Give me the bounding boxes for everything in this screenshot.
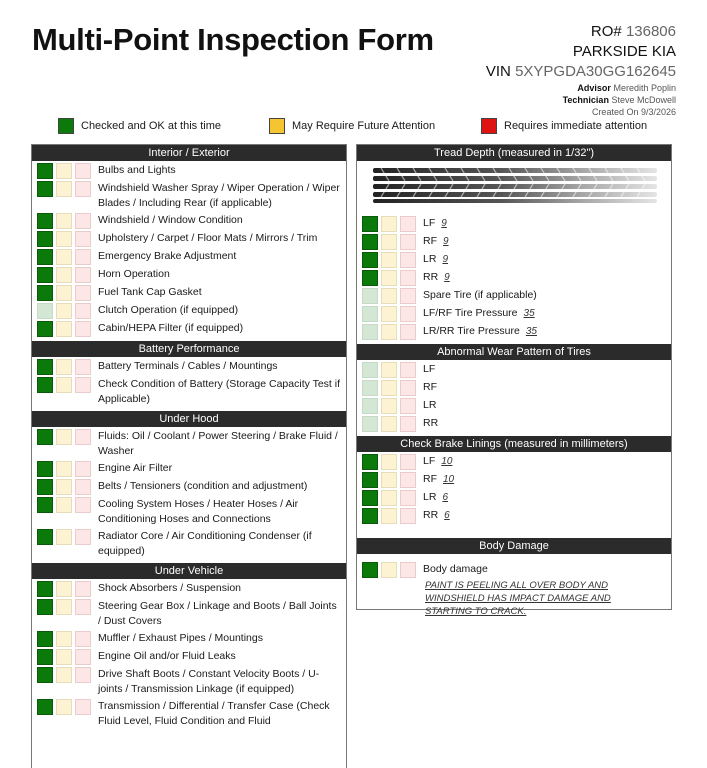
future-checkbox[interactable] (56, 377, 72, 393)
inspection-row (357, 378, 671, 396)
inspection-row (32, 427, 346, 459)
inspection-row (357, 304, 671, 322)
inspection-item-label: Muffler / Exhaust Pipes / Mountings (98, 632, 263, 644)
future-checkbox[interactable] (56, 213, 72, 229)
immediate-checkbox[interactable] (400, 508, 416, 524)
inspection-row (32, 647, 346, 665)
ok-checkbox[interactable] (362, 508, 378, 524)
ok-checkbox[interactable] (37, 359, 53, 375)
ok-checkbox[interactable] (37, 231, 53, 247)
ok-checkbox[interactable] (37, 649, 53, 665)
ok-checkbox[interactable] (37, 249, 53, 265)
inspection-row (357, 452, 671, 470)
future-checkbox[interactable] (381, 398, 397, 414)
tire-tread-image (371, 165, 671, 210)
ok-checkbox[interactable] (37, 267, 53, 283)
inspection-row (357, 214, 671, 232)
immediate-checkbox[interactable] (75, 581, 91, 597)
inspection-row (32, 477, 346, 495)
legend-immediate: Requires immediate attention (481, 118, 647, 134)
inspection-item-label: Clutch Operation (if equipped) (98, 304, 239, 316)
inspection-row (32, 161, 346, 179)
ok-checkbox[interactable] (37, 377, 53, 393)
legend (58, 118, 658, 136)
legend-future: May Require Future Attention (269, 118, 435, 134)
section-header-wear: Abnormal Wear Pattern of Tires (357, 344, 671, 360)
future-checkbox[interactable] (381, 472, 397, 488)
immediate-checkbox[interactable] (75, 249, 91, 265)
future-checkbox[interactable] (56, 649, 72, 665)
immediate-checkbox[interactable] (400, 288, 416, 304)
inspection-row (357, 488, 671, 506)
ok-checkbox[interactable] (362, 490, 378, 506)
future-checkbox[interactable] (56, 461, 72, 477)
inspection-item-label: LF (423, 363, 436, 375)
ok-checkbox[interactable] (362, 252, 378, 268)
future-checkbox[interactable] (381, 490, 397, 506)
ok-checkbox[interactable] (37, 303, 53, 319)
inspection-item-label: Fuel Tank Cap Gasket (98, 286, 202, 298)
future-checkbox[interactable] (56, 181, 72, 197)
dealer-name: PARKSIDE KIA (572, 43, 676, 60)
inspection-item-label: Belts / Tensioners (condition and adjustment) (98, 480, 308, 492)
future-checkbox[interactable] (56, 249, 72, 265)
inspection-item-label: LF 9 (423, 217, 447, 229)
inspection-item-label: LF/RF Tire Pressure 35 (423, 307, 535, 319)
body-damage-note: PAINT IS PEELING ALL OVER BODY AND WINDSHIELD HAS IMPACT DAMAGE AND STARTING TO CRACK. (425, 580, 611, 617)
inspection-item-label: Radiator Core / Air Conditioning Condenser (if equipped) (98, 530, 312, 557)
ok-checkbox[interactable] (362, 234, 378, 250)
ok-checkbox[interactable] (362, 416, 378, 432)
immediate-checkbox[interactable] (400, 252, 416, 268)
inspection-row (32, 495, 346, 527)
inspection-item-label: Windshield Washer Spray / Wiper Operation / Wiper Blades / Including Rear (if applicable) (98, 182, 340, 209)
inspection-item-label: Engine Air Filter (98, 462, 173, 474)
measurement-value: 6 (442, 492, 448, 503)
inspection-row (32, 375, 346, 407)
future-checkbox[interactable] (56, 359, 72, 375)
inspection-row (32, 357, 346, 375)
immediate-checkbox[interactable] (75, 497, 91, 513)
immediate-checkbox[interactable] (400, 234, 416, 250)
inspection-row (32, 301, 346, 319)
section-header-tread: Tread Depth (measured in 1/32") (357, 145, 671, 161)
future-checkbox[interactable] (381, 234, 397, 250)
immediate-checkbox[interactable] (75, 631, 91, 647)
inspection-row (32, 283, 346, 301)
inspection-row (32, 579, 346, 597)
future-checkbox[interactable] (56, 267, 72, 283)
inspection-row (32, 247, 346, 265)
inspection-row (357, 250, 671, 268)
measurement-value: 9 (441, 218, 447, 229)
immediate-checkbox[interactable] (75, 667, 91, 683)
yellow-swatch (269, 118, 285, 134)
red-swatch (481, 118, 497, 134)
immediate-checkbox[interactable] (400, 416, 416, 432)
section-header-interior: Interior / Exterior (32, 145, 346, 161)
inspection-item-label: Battery Terminals / Cables / Mountings (98, 360, 278, 372)
ok-checkbox[interactable] (362, 398, 378, 414)
immediate-checkbox[interactable] (75, 231, 91, 247)
inspection-item-label: LR 6 (423, 491, 448, 503)
inspection-item-label: Fluids: Oil / Coolant / Power Steering / Brake Fluid / Washer (98, 430, 338, 457)
inspection-item-label: Cooling System Hoses / Heater Hoses / Air Conditioning Hoses and Connections (98, 498, 299, 525)
ok-checkbox[interactable] (37, 699, 53, 715)
future-checkbox[interactable] (56, 699, 72, 715)
ok-checkbox[interactable] (362, 362, 378, 378)
immediate-checkbox[interactable] (400, 472, 416, 488)
advisor-line: Advisor Meredith Poplin (577, 83, 676, 93)
section-header-body-damage: Body Damage (357, 538, 671, 554)
inspection-item-label: Emergency Brake Adjustment (98, 250, 237, 262)
ok-checkbox[interactable] (37, 213, 53, 229)
ok-checkbox[interactable] (362, 306, 378, 322)
inspection-row (32, 319, 346, 337)
section-header-under-vehicle: Under Vehicle (32, 563, 346, 579)
inspection-item-label: Steering Gear Box / Linkage and Boots / Ball Joints / Dust Covers (98, 600, 337, 627)
future-checkbox[interactable] (56, 631, 72, 647)
ok-checkbox[interactable] (362, 324, 378, 340)
ok-checkbox[interactable] (37, 529, 53, 545)
future-checkbox[interactable] (381, 454, 397, 470)
inspection-item-label: RR 9 (423, 271, 450, 283)
inspection-item-label: LR/RR Tire Pressure 35 (423, 325, 537, 337)
ok-checkbox[interactable] (362, 216, 378, 232)
ok-checkbox[interactable] (37, 631, 53, 647)
future-checkbox[interactable] (56, 231, 72, 247)
immediate-checkbox[interactable] (400, 562, 416, 578)
battery-list (32, 357, 346, 411)
future-checkbox[interactable] (381, 270, 397, 286)
ok-checkbox[interactable] (37, 181, 53, 197)
inspection-item-label: Spare Tire (if applicable) (423, 289, 537, 301)
inspection-row (32, 211, 346, 229)
created-date: Created On 9/3/2026 (591, 107, 676, 117)
ok-checkbox[interactable] (362, 472, 378, 488)
inspection-item-label: Upholstery / Carpet / Floor Mats / Mirrors / Trim (98, 232, 318, 244)
ok-checkbox[interactable] (362, 288, 378, 304)
vin-line: VIN 5XYPGDA30GG162645 (485, 63, 676, 80)
inspection-row (357, 470, 671, 488)
inspection-item-label: Bulbs and Lights (98, 164, 176, 176)
inspection-row (32, 527, 346, 559)
ok-checkbox[interactable] (362, 270, 378, 286)
inspection-item-label: LF 10 (423, 455, 453, 467)
inspection-row (32, 665, 346, 697)
ro-line: RO# 136806 (590, 23, 676, 40)
section-header-under-hood: Under Hood (32, 411, 346, 427)
inspection-row (32, 597, 346, 629)
tire-tread-graphic (371, 165, 659, 205)
ok-checkbox[interactable] (362, 380, 378, 396)
ok-checkbox[interactable] (37, 163, 53, 179)
immediate-checkbox[interactable] (400, 454, 416, 470)
measurement-value: 35 (525, 326, 537, 337)
wear-list (357, 360, 671, 436)
inspection-item-label: Cabin/HEPA Filter (if equipped) (98, 322, 244, 334)
future-checkbox[interactable] (381, 306, 397, 322)
section-header-brake: Check Brake Linings (measured in millimeters) (357, 436, 671, 452)
immediate-checkbox[interactable] (75, 649, 91, 665)
immediate-checkbox[interactable] (75, 267, 91, 283)
page-title: Multi-Point Inspection Form (32, 22, 434, 57)
inspection-item-label: Drive Shaft Boots / Constant Velocity Boots / U-joints / Transmission Linkage (if equipped) (98, 668, 320, 695)
inspection-row (357, 506, 671, 524)
inspection-row (32, 229, 346, 247)
immediate-checkbox[interactable] (400, 490, 416, 506)
ro-number: 136806 (625, 23, 676, 40)
inspection-item-label: Windshield / Window Condition (98, 214, 243, 226)
immediate-checkbox[interactable] (400, 270, 416, 286)
future-checkbox[interactable] (56, 303, 72, 319)
immediate-checkbox[interactable] (75, 163, 91, 179)
inspection-row (357, 268, 671, 286)
future-checkbox[interactable] (381, 380, 397, 396)
vehicle-list (32, 579, 346, 729)
immediate-checkbox[interactable] (75, 285, 91, 301)
immediate-checkbox[interactable] (75, 529, 91, 545)
immediate-checkbox[interactable] (75, 377, 91, 393)
immediate-checkbox[interactable] (75, 461, 91, 477)
inspection-item-label: LR (423, 399, 437, 411)
immediate-checkbox[interactable] (75, 359, 91, 375)
ok-checkbox[interactable] (37, 321, 53, 337)
vin-number: 5XYPGDA30GG162645 (515, 63, 676, 80)
inspection-item-label: Shock Absorbers / Suspension (98, 582, 242, 594)
immediate-checkbox[interactable] (400, 216, 416, 232)
ok-checkbox[interactable] (37, 497, 53, 513)
ok-checkbox[interactable] (37, 599, 53, 615)
inspection-row (357, 322, 671, 340)
immediate-checkbox[interactable] (75, 599, 91, 615)
ok-checkbox[interactable] (362, 562, 378, 578)
section-header-battery: Battery Performance (32, 341, 346, 357)
ok-checkbox[interactable] (37, 581, 53, 597)
future-checkbox[interactable] (381, 324, 397, 340)
future-checkbox[interactable] (381, 362, 397, 378)
immediate-checkbox[interactable] (400, 306, 416, 322)
left-column (31, 144, 347, 768)
immediate-checkbox[interactable] (400, 398, 416, 414)
body-damage-label: Body damage (423, 563, 488, 575)
inspection-item-label: RF (423, 381, 437, 393)
immediate-checkbox[interactable] (400, 380, 416, 396)
immediate-checkbox[interactable] (75, 429, 91, 445)
future-checkbox[interactable] (381, 508, 397, 524)
inspection-item-label: LR 9 (423, 253, 448, 265)
brake-list (357, 452, 671, 538)
inspection-row (357, 360, 671, 378)
repair-order-info (486, 22, 676, 118)
immediate-checkbox[interactable] (400, 362, 416, 378)
legend-ok: Checked and OK at this time (58, 118, 221, 134)
measurement-value: 35 (523, 308, 535, 319)
inspection-item-label: RF 10 (423, 473, 455, 485)
inspection-item-label: RF 9 (423, 235, 449, 247)
future-checkbox[interactable] (381, 288, 397, 304)
future-checkbox[interactable] (56, 429, 72, 445)
immediate-checkbox[interactable] (75, 699, 91, 715)
measurement-value: 10 (443, 474, 455, 485)
measurement-value: 9 (444, 272, 450, 283)
ok-checkbox[interactable] (37, 285, 53, 301)
inspection-item-label: Transmission / Differential / Transfer Case (Check Fluid Level, Fluid Condition and Fluid (98, 700, 330, 727)
body-damage-row (357, 554, 671, 578)
inspection-row (357, 286, 671, 304)
inspection-row (32, 265, 346, 283)
future-checkbox[interactable] (56, 599, 72, 615)
inspection-item-label: RR (423, 417, 439, 429)
future-checkbox[interactable] (381, 216, 397, 232)
immediate-checkbox[interactable] (75, 321, 91, 337)
inspection-item-label: Check Condition of Battery (Storage Capacity Test if Applicable) (98, 378, 341, 405)
measurement-value: 6 (444, 510, 450, 521)
future-checkbox[interactable] (56, 285, 72, 301)
future-checkbox[interactable] (56, 497, 72, 513)
immediate-checkbox[interactable] (75, 213, 91, 229)
measurement-value: 9 (442, 254, 448, 265)
hood-list (32, 427, 346, 563)
future-checkbox[interactable] (381, 252, 397, 268)
ok-checkbox[interactable] (37, 461, 53, 477)
inspection-item-label: Horn Operation (98, 268, 170, 280)
inspection-row (357, 414, 671, 432)
tread-list (357, 214, 671, 344)
right-column (356, 144, 672, 617)
measurement-value: 9 (443, 236, 449, 247)
inspection-row (32, 629, 346, 647)
future-checkbox[interactable] (56, 321, 72, 337)
future-checkbox[interactable] (56, 163, 72, 179)
inspection-row (32, 697, 346, 729)
ok-checkbox[interactable] (37, 429, 53, 445)
inspection-item-label: RR 6 (423, 509, 450, 521)
ok-checkbox[interactable] (362, 454, 378, 470)
future-checkbox[interactable] (56, 529, 72, 545)
interior-list (32, 161, 346, 341)
immediate-checkbox[interactable] (400, 324, 416, 340)
inspection-row (32, 179, 346, 211)
inspection-item-label: Engine Oil and/or Fluid Leaks (98, 650, 236, 662)
inspection-row (357, 396, 671, 414)
immediate-checkbox[interactable] (75, 303, 91, 319)
immediate-checkbox[interactable] (75, 479, 91, 495)
ok-checkbox[interactable] (37, 667, 53, 683)
future-checkbox[interactable] (56, 479, 72, 495)
green-swatch (58, 118, 74, 134)
ok-checkbox[interactable] (37, 479, 53, 495)
future-checkbox[interactable] (381, 416, 397, 432)
technician-line: Technician Steve McDowell (562, 95, 676, 105)
inspection-row (357, 232, 671, 250)
immediate-checkbox[interactable] (75, 181, 91, 197)
inspection-row (32, 459, 346, 477)
future-checkbox[interactable] (56, 667, 72, 683)
future-checkbox[interactable] (56, 581, 72, 597)
future-checkbox[interactable] (381, 562, 397, 578)
measurement-value: 10 (441, 456, 453, 467)
